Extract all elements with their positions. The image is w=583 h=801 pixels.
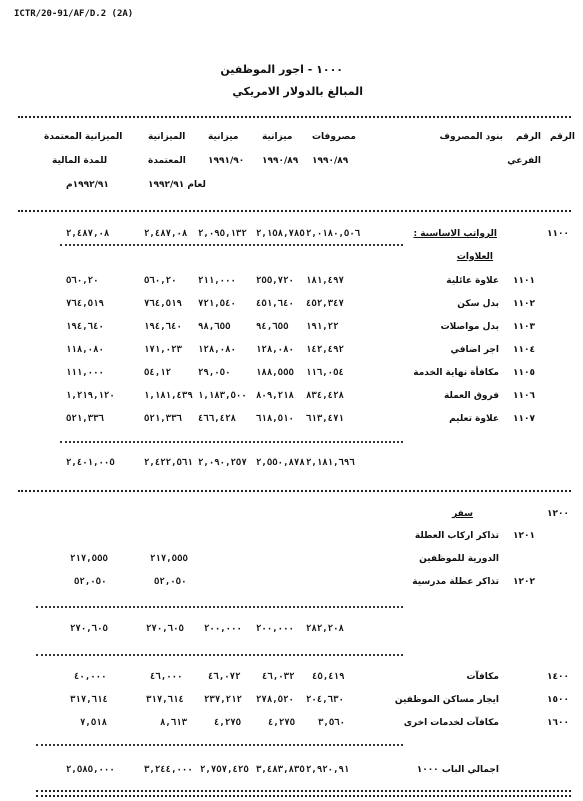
value-expenditure: ٢,٠١٨٠,٥٠٦	[306, 229, 361, 239]
header-subcode-1: الرقم	[515, 132, 541, 142]
section-code: ١٢٠٠	[547, 509, 569, 519]
value-expenditure: ١١٦,٠٥٤	[306, 368, 344, 378]
row-name: مكافأة نهاية الخدمة	[413, 368, 499, 378]
section-code: ١١٠٠	[547, 229, 569, 239]
value-approved: ١,١٨١,٤٣٩	[144, 391, 193, 401]
value-approved-fp: ٢,٤٠١,٠٠٥	[66, 458, 115, 468]
value-budget2: ٢١١,٠٠٠	[198, 276, 236, 286]
header-approved-fp-2: للمدة المالية	[52, 156, 108, 166]
value-approved: ٥٢,٠٥٠	[154, 577, 187, 587]
value-budget1: ١٨٨,٥٥٥	[256, 368, 294, 378]
header-approved-fp-1: الميزانية المعتمدة	[44, 132, 123, 142]
value-approved-fp: ٥٦٠,٢٠	[66, 276, 99, 286]
header-approved-1: الميزانية	[148, 132, 186, 142]
value-budget1: ٢٧٨,٥٢٠	[256, 695, 294, 705]
value-budget2: ٤٦٦,٤٢٨	[198, 414, 236, 424]
value-approved-fp: ١٩٤,٦٤٠	[66, 322, 104, 332]
value-approved-fp: ٢١٧,٥٥٥	[70, 554, 108, 564]
value-approved: ٢,٤٢٢,٥٦١	[144, 458, 193, 468]
value-budget2: ٤,٢٧٥	[214, 718, 242, 728]
value-expenditure: ٨٣٤,٤٢٨	[306, 391, 344, 401]
value-budget2: ٢٩,٠٥٠	[198, 368, 231, 378]
separator-top	[18, 116, 571, 118]
value-approved: ٣,٢٤٤,٠٠٠	[144, 765, 193, 775]
header-item-name: بنود المصروف	[439, 132, 503, 142]
value-budget2: ٢٠٠,٠٠٠	[204, 624, 242, 634]
value-approved: ٥٦٠,٢٠	[144, 276, 177, 286]
value-approved: ٨,٦١٣	[160, 718, 188, 728]
separator-bottom-2	[36, 795, 571, 797]
value-approved: ٢٧٠,٦٠٥	[146, 624, 184, 634]
value-budget1: ٨٠٩,٢١٨	[256, 391, 294, 401]
row-name: مكافآت	[466, 672, 499, 682]
value-budget2: ٤٦,٠٧٢	[208, 672, 241, 682]
value-approved: ٧٦٤,٥١٩	[144, 299, 182, 309]
value-approved: ٥٤,١٢	[144, 368, 172, 378]
value-expenditure: ٦١٣,٤٧١	[306, 414, 344, 424]
rule-travel-total	[36, 606, 403, 608]
separator-bottom-1	[36, 790, 571, 792]
value-expenditure: ٤٥٢,٣٤٧	[306, 299, 344, 309]
row-subcode: ١١٠٤	[513, 345, 535, 355]
value-expenditure: ١٤٢,٤٩٢	[306, 345, 344, 355]
row-code: ١٥٠٠	[547, 695, 569, 705]
value-budget1: ٤٥١,٦٤٠	[256, 299, 294, 309]
row-name: بدل سكن	[457, 299, 499, 309]
row-subcode: ١١٠٣	[513, 322, 535, 332]
value-budget1: ٢,٥٥٠,٨٧٨	[256, 458, 305, 468]
value-expenditure: ٣,٥٦٠	[318, 718, 346, 728]
value-approved: ٤٦,٠٠٠	[150, 672, 183, 682]
row-subcode: ١١٠٧	[513, 414, 535, 424]
header-budget2-2: ١٩٩١/٩٠	[208, 156, 245, 166]
document-reference: ICTR/20-91/AF/D.2 (2A)	[14, 9, 134, 19]
row-name: فروق العملة	[444, 391, 499, 401]
header-expenditure-2: ١٩٩٠/٨٩	[312, 156, 349, 166]
value-budget2: ٧٢١,٥٤٠	[198, 299, 236, 309]
separator-header	[18, 210, 571, 212]
value-expenditure: ٤٥,٤١٩	[312, 672, 345, 682]
row-name: بدل مواصلات	[440, 322, 499, 332]
header-approved-3: لعام ١٩٩٢/٩١	[148, 180, 206, 190]
value-budget1: ٤,٢٧٥	[268, 718, 296, 728]
row-name-line1: تذاكر اركاب العطلة	[414, 531, 499, 541]
value-approved: ٢١٧,٥٥٥	[150, 554, 188, 564]
value-budget2: ١,١٨٣,٥٠٠	[198, 391, 247, 401]
value-budget1: ٢٠٠,٠٠٠	[256, 624, 294, 634]
value-expenditure: ٢,١٨١,٦٩٦	[306, 458, 355, 468]
value-expenditure: ٢٨٢,٢٠٨	[306, 624, 344, 634]
value-approved: ٣١٧,٦١٤	[146, 695, 184, 705]
header-budget1-2: ١٩٩٠/٨٩	[262, 156, 299, 166]
value-expenditure: ١٩١,٢٢	[306, 322, 339, 332]
value-approved-fp: ٧٦٤,٥١٩	[66, 299, 104, 309]
value-budget2: ٢,٧٥٧,٤٢٥	[200, 765, 249, 775]
value-approved-fp: ٢,٥٨٥,٠٠٠	[66, 765, 115, 775]
row-code: ١٤٠٠	[547, 672, 569, 682]
header-budget2-1: ميزانية	[208, 132, 239, 142]
value-approved-fp: ١١١,٠٠٠	[66, 368, 104, 378]
value-approved-fp: ٣١٧,٦١٤	[70, 695, 108, 705]
header-code: الرقم	[549, 132, 575, 142]
value-approved-fp: ١,٢١٩,١٢٠	[66, 391, 115, 401]
value-approved-fp: ٥٢,٠٥٠	[74, 577, 107, 587]
grand-total-label: اجمالي الباب ١٠٠٠	[416, 765, 499, 775]
section-label: سفر	[452, 509, 473, 519]
allowances-label: العلاوات	[456, 252, 493, 262]
row-subcode: ١١٠٦	[513, 391, 535, 401]
value-budget1: ١٢٨,٠٨٠	[256, 345, 294, 355]
value-approved: ١٧١,٠٢٣	[144, 345, 182, 355]
value-budget1: ٩٤,٦٥٥	[256, 322, 289, 332]
row-subcode: ١١٠٢	[513, 299, 535, 309]
row-name: تذاكر عطلة مدرسية	[412, 577, 499, 587]
row-name: اجر اضافي	[450, 345, 499, 355]
header-approved-2: المعتمدة	[148, 156, 186, 166]
underline-rule	[60, 244, 403, 246]
header-expenditure-1: مصروفات	[312, 132, 356, 142]
value-approved-fp: ٤٠,٠٠٠	[74, 672, 107, 682]
rule-others	[36, 654, 403, 656]
value-approved-fp: ٢٧٠,٦٠٥	[70, 624, 108, 634]
row-code: ١٦٠٠	[547, 718, 569, 728]
value-expenditure: ٢,٩٢٠,٩١	[306, 765, 350, 775]
value-budget1: ٣,٤٨٣,٨٣٥	[256, 765, 305, 775]
value-budget2: ١٢٨,٠٨٠	[198, 345, 236, 355]
value-approved-fp: ١١٨,٠٨٠	[66, 345, 104, 355]
row-subcode: ١٢٠١	[513, 531, 535, 541]
row-name: مكافآت لخدمات اخرى	[403, 718, 499, 728]
row-name: علاوة عائلية	[446, 276, 499, 286]
row-name-line2: الدورية للموظفين	[419, 554, 499, 564]
value-expenditure: ٢٠٤,٦٣٠	[306, 695, 344, 705]
value-budget1: ٤٦,٠٣٢	[262, 672, 295, 682]
value-budget2: ٢٣٧,٢١٢	[204, 695, 242, 705]
value-approved: ٥٢١,٣٣٦	[144, 414, 182, 424]
rule-grand-total	[36, 744, 403, 746]
section-label: الرواتب الاساسية :	[413, 229, 497, 239]
value-budget2: ٢,٠٩٠,٢٥٧	[198, 458, 247, 468]
separator-mid	[18, 490, 571, 492]
value-expenditure: ١٨١,٤٩٧	[306, 276, 344, 286]
value-approved-fp: ٢,٤٨٧,٠٨	[66, 229, 110, 239]
value-budget2: ٢,٠٩٥,١٣٢	[198, 229, 247, 239]
value-approved-fp: ٧,٥١٨	[80, 718, 108, 728]
value-budget1: ٦١٨,٥١٠	[256, 414, 294, 424]
rule-allowances-total	[60, 441, 403, 443]
value-approved: ٢,٤٨٧,٠٨	[144, 229, 188, 239]
header-approved-fp-3: ١٩٩٢/٩١م	[66, 180, 109, 190]
header-subcode-2: الفرعي	[507, 156, 541, 166]
value-budget2: ٩٨,٦٥٥	[198, 322, 231, 332]
row-name: علاوة تعليم	[449, 414, 499, 424]
row-subcode: ١١٠١	[513, 276, 535, 286]
value-budget1: ٢,١٥٨,٧٨٥	[256, 229, 305, 239]
row-name: ايجار مساكن الموظفين	[394, 695, 499, 705]
row-subcode: ١١٠٥	[513, 368, 535, 378]
value-budget1: ٢٥٥,٧٢٠	[256, 276, 294, 286]
row-subcode: ١٢٠٢	[513, 577, 535, 587]
page-subtitle: المبالغ بالدولار الامريكي	[232, 85, 363, 98]
header-budget1-1: ميزانية	[262, 132, 293, 142]
page-title: ١٠٠٠ - اجور الموظفين	[220, 63, 343, 76]
value-approved-fp: ٥٢١,٣٣٦	[66, 414, 104, 424]
value-approved: ١٩٤,٦٤٠	[144, 322, 182, 332]
